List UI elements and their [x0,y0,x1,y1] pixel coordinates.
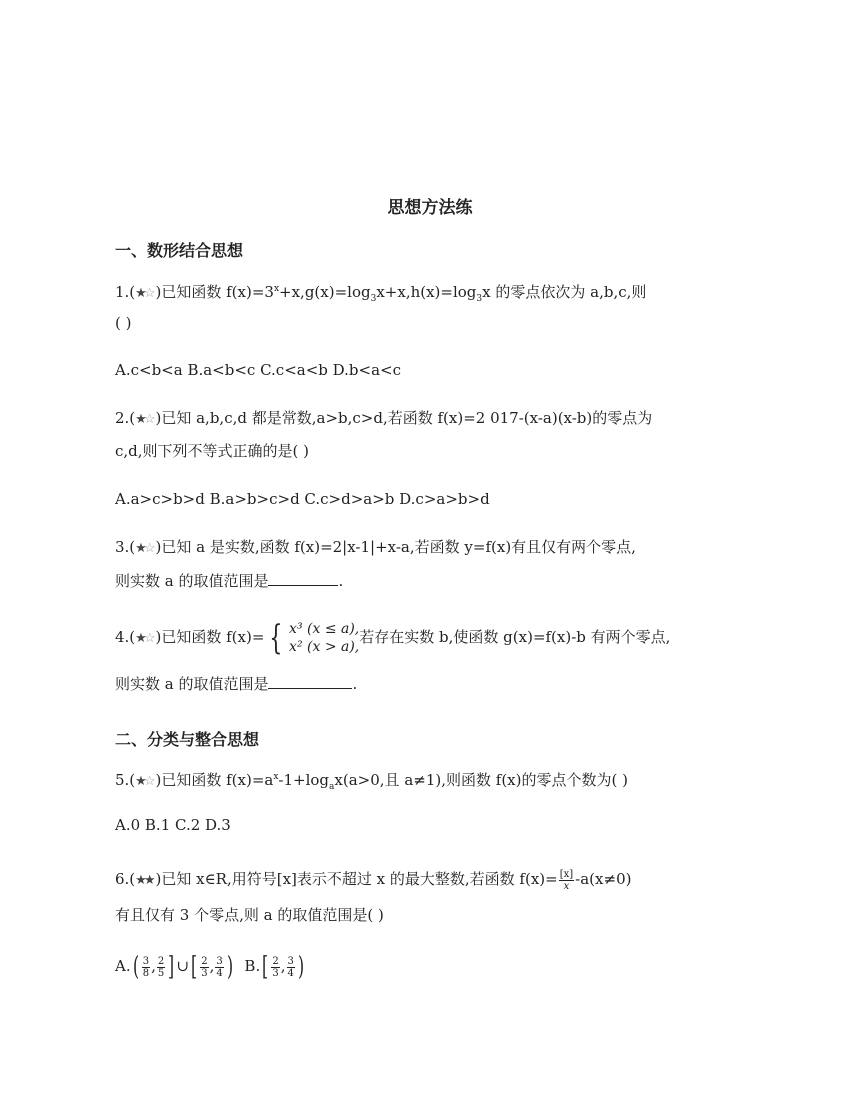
question-2: 2.(★☆ )已知 a,b,c,d 都是常数,a>b,c>d,若函数 f(x)=2 017-(x-a)(x-b)的零点为 [115,408,652,430]
question-2-options: A.a>c>b>d B.a>b>c>d C.c>d>a>b D.c>a>b>d [115,490,490,508]
question-3-line-2: 则实数 a 的取值范围是 . [115,572,344,590]
question-4-line-2: 则实数 a 的取值范围是 . [115,675,358,693]
question-1: 1.(★☆ )已知函数 $f(x)=3^x+x,g(x)=\log_3x+x,h(x)=\log_3x$ 的零点依次为 a,b,c,则 [115,283,647,304]
difficulty-star-icon: ★☆ [135,774,153,789]
difficulty-star-icon: ★☆ [135,541,153,556]
piecewise-function: x³ (x ≤ a), x² (x > a), [289,621,360,655]
question-1-line-2: ( ) [115,314,132,332]
answer-blank[interactable] [268,571,338,586]
answer-blank[interactable] [268,674,352,689]
question-5-options: A.0 B.1 C.2 D.3 [115,816,231,834]
question-5: 5.(★☆ )已知函数 $f(x)=a^x-1+\log_ax(a>0$,且 a≠1),则函数 f(x)的零点个数为( ) [115,771,628,792]
difficulty-star-icon: ★☆ [135,631,153,646]
section-heading-1: 一、数形结合思想 [115,241,244,260]
difficulty-star-icon: ★★ [135,873,153,888]
piecewise-brace: { [269,618,283,658]
question-4: 4.(★☆ )已知函数 f(x)= { x³ (x ≤ a), x² (x > a), 若存在实数 b,使函数 g(x)=f(x)-b 有两个零点, [115,618,671,658]
question-1-options: A.c<b<a B.a<b<c C.c<a<b D.b<a<c [115,361,401,379]
difficulty-star-icon: ★☆ [135,286,153,301]
page-title: 思想方法练 [387,198,473,218]
difficulty-star-icon: ★☆ [135,412,153,427]
fraction: $\frac{[x]}{x}$ [559,868,574,892]
question-2-line-2: c,d,则下列不等式正确的是( ) [115,442,310,460]
question-6-line-2: 有且仅有 3 个零点,则 a 的取值范围是( ) [115,906,384,924]
question-6-options: A.( $\frac{3}{8}$ , $\frac{2}{5}$ ] ∪[ $\frac{2}{3}$ , $\frac{3}{4}$ ) B.[ $\frac{2}{3}$ , $\frac{3}{4}$ ) [115,952,305,982]
section-heading-2: 二、分类与整合思想 [115,730,260,749]
question-6: 6.(★★ )已知 x∈R,用符号[x]表示不超过 x 的最大整数,若函数 f(x)= $\frac{[x]}{x}$ -a(x≠0) [115,866,631,894]
question-3: 3.(★☆ )已知 a 是实数,函数 f(x)=2|x-1|+x-a,若函数 y=f(x)有且仅有两个零点, [115,537,636,559]
